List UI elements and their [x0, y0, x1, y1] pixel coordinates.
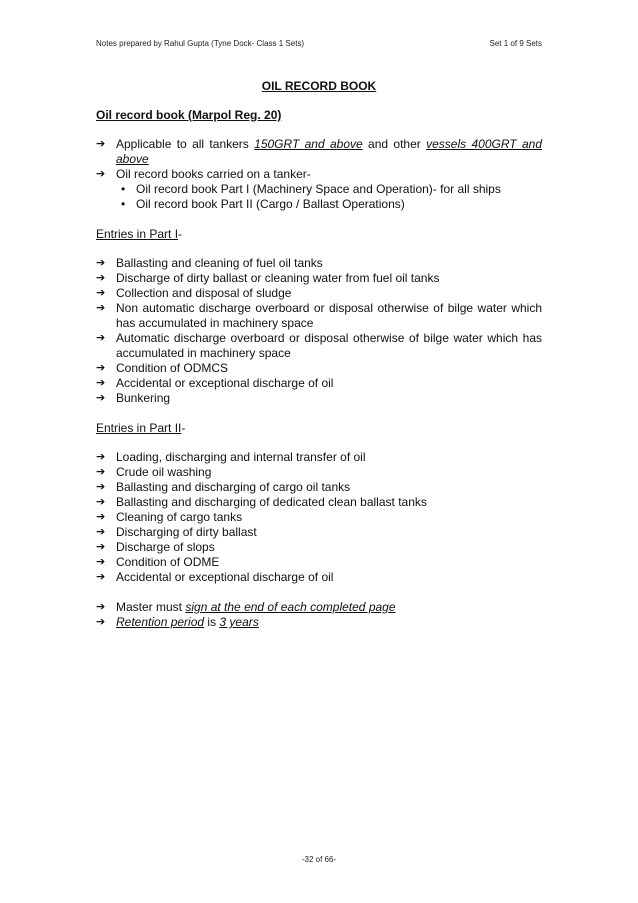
- arrow-icon: ➔: [96, 526, 106, 538]
- arrow-icon: ➔: [96, 451, 106, 463]
- arrow-icon: ➔: [96, 616, 106, 628]
- arrow-icon: ➔: [96, 257, 106, 269]
- final-list: [96, 600, 542, 630]
- list-item: ➔ Ballasting and cleaning of fuel oil tanks: [96, 256, 323, 270]
- list-item: ➔ Bunkering: [96, 391, 171, 405]
- part1-heading: Entries in Part I-: [96, 227, 183, 241]
- list-item: ➔ Collection and disposal of sludge: [96, 286, 292, 300]
- arrow-icon: ➔: [96, 511, 106, 523]
- arrow-icon: ➔: [96, 302, 106, 314]
- document-body: [96, 79, 542, 630]
- sub-list-item: • Oil record book Part II (Cargo / Ballast Operations): [121, 197, 405, 211]
- list-item: ➔ Ballasting and discharging of dedicated clean ballast tanks: [96, 495, 427, 509]
- intro-list: [96, 137, 542, 212]
- list-item: ➔ Crude oil washing: [96, 465, 212, 479]
- list-item: ➔ Cleaning of cargo tanks: [96, 510, 243, 524]
- page-title: OIL RECORD BOOK: [261, 79, 377, 93]
- arrow-icon: ➔: [96, 138, 106, 150]
- part2-heading: Entries in Part II-: [96, 421, 186, 435]
- page-footer: -32 of 66-: [301, 855, 337, 864]
- list-item: ➔ Discharging of dirty ballast: [96, 525, 257, 539]
- list-item: ➔ Master must sign at the end of each completed page: [96, 600, 396, 614]
- list-item: ➔ Applicable to all tankers 150GRT and above and other vessels 400GRT and above: [96, 137, 542, 166]
- arrow-icon: ➔: [96, 541, 106, 553]
- arrow-icon: ➔: [96, 496, 106, 508]
- list-item: ➔ Accidental or exceptional discharge of oil: [96, 376, 334, 390]
- bullet-icon: •: [121, 197, 126, 211]
- sub-list-item: • Oil record book Part I (Machinery Space and Operation)- for all ships: [121, 182, 501, 196]
- arrow-icon: ➔: [96, 571, 106, 583]
- sub-list: [116, 182, 542, 212]
- arrow-icon: ➔: [96, 377, 106, 389]
- part2-list: [96, 450, 542, 585]
- page-header-left: Notes prepared by Rahul Gupta (Tyne Dock- Class 1 Sets): [96, 39, 305, 48]
- arrow-icon: ➔: [96, 556, 106, 568]
- list-item: ➔ Accidental or exceptional discharge of oil: [96, 570, 334, 584]
- emphasis-text: 3 years: [219, 615, 259, 629]
- arrow-icon: ➔: [96, 272, 106, 284]
- arrow-icon: ➔: [96, 481, 106, 493]
- part1-list: [96, 256, 542, 406]
- list-item: ➔ Discharge of dirty ballast or cleaning water from fuel oil tanks: [96, 271, 440, 285]
- arrow-icon: ➔: [96, 601, 106, 613]
- list-item: ➔ Ballasting and discharging of cargo oil tanks: [96, 480, 351, 494]
- bullet-icon: •: [121, 182, 126, 196]
- list-item: ➔ Loading, discharging and internal transfer of oil: [96, 450, 366, 464]
- arrow-icon: ➔: [96, 168, 106, 180]
- arrow-icon: ➔: [96, 466, 106, 478]
- emphasis-text: 150GRT and above: [254, 137, 363, 151]
- list-item: ➔ Condition of ODMCS: [96, 361, 229, 375]
- emphasis-text: sign at the end of each completed page: [185, 600, 396, 614]
- page-header-right: Set 1 of 9 Sets: [489, 39, 542, 48]
- emphasis-text: Retention period: [116, 615, 205, 629]
- list-item: ➔ Retention period is 3 years: [96, 615, 259, 629]
- arrow-icon: ➔: [96, 362, 106, 374]
- section-subheading: Oil record book (Marpol Reg. 20): [96, 108, 282, 122]
- list-item: ➔ Discharge of slops: [96, 540, 215, 554]
- arrow-icon: ➔: [96, 392, 106, 404]
- emphasis-text: vessels 400GRT and above: [116, 137, 542, 166]
- list-item: ➔ Condition of ODME: [96, 555, 220, 569]
- list-item: ➔ Oil record books carried on a tanker- • Oil record book Part I (Machinery Space and Operation)- for all ships • Oil record book Part II (Cargo / Ballast Operations): [96, 167, 542, 212]
- list-item: ➔ Automatic discharge overboard or disposal otherwise of bilge water which has accumulated in machinery space: [96, 331, 542, 360]
- arrow-icon: ➔: [96, 332, 106, 344]
- list-item: ➔ Non automatic discharge overboard or disposal otherwise of bilge water which has accumulated in machinery space: [96, 301, 542, 330]
- arrow-icon: ➔: [96, 287, 106, 299]
